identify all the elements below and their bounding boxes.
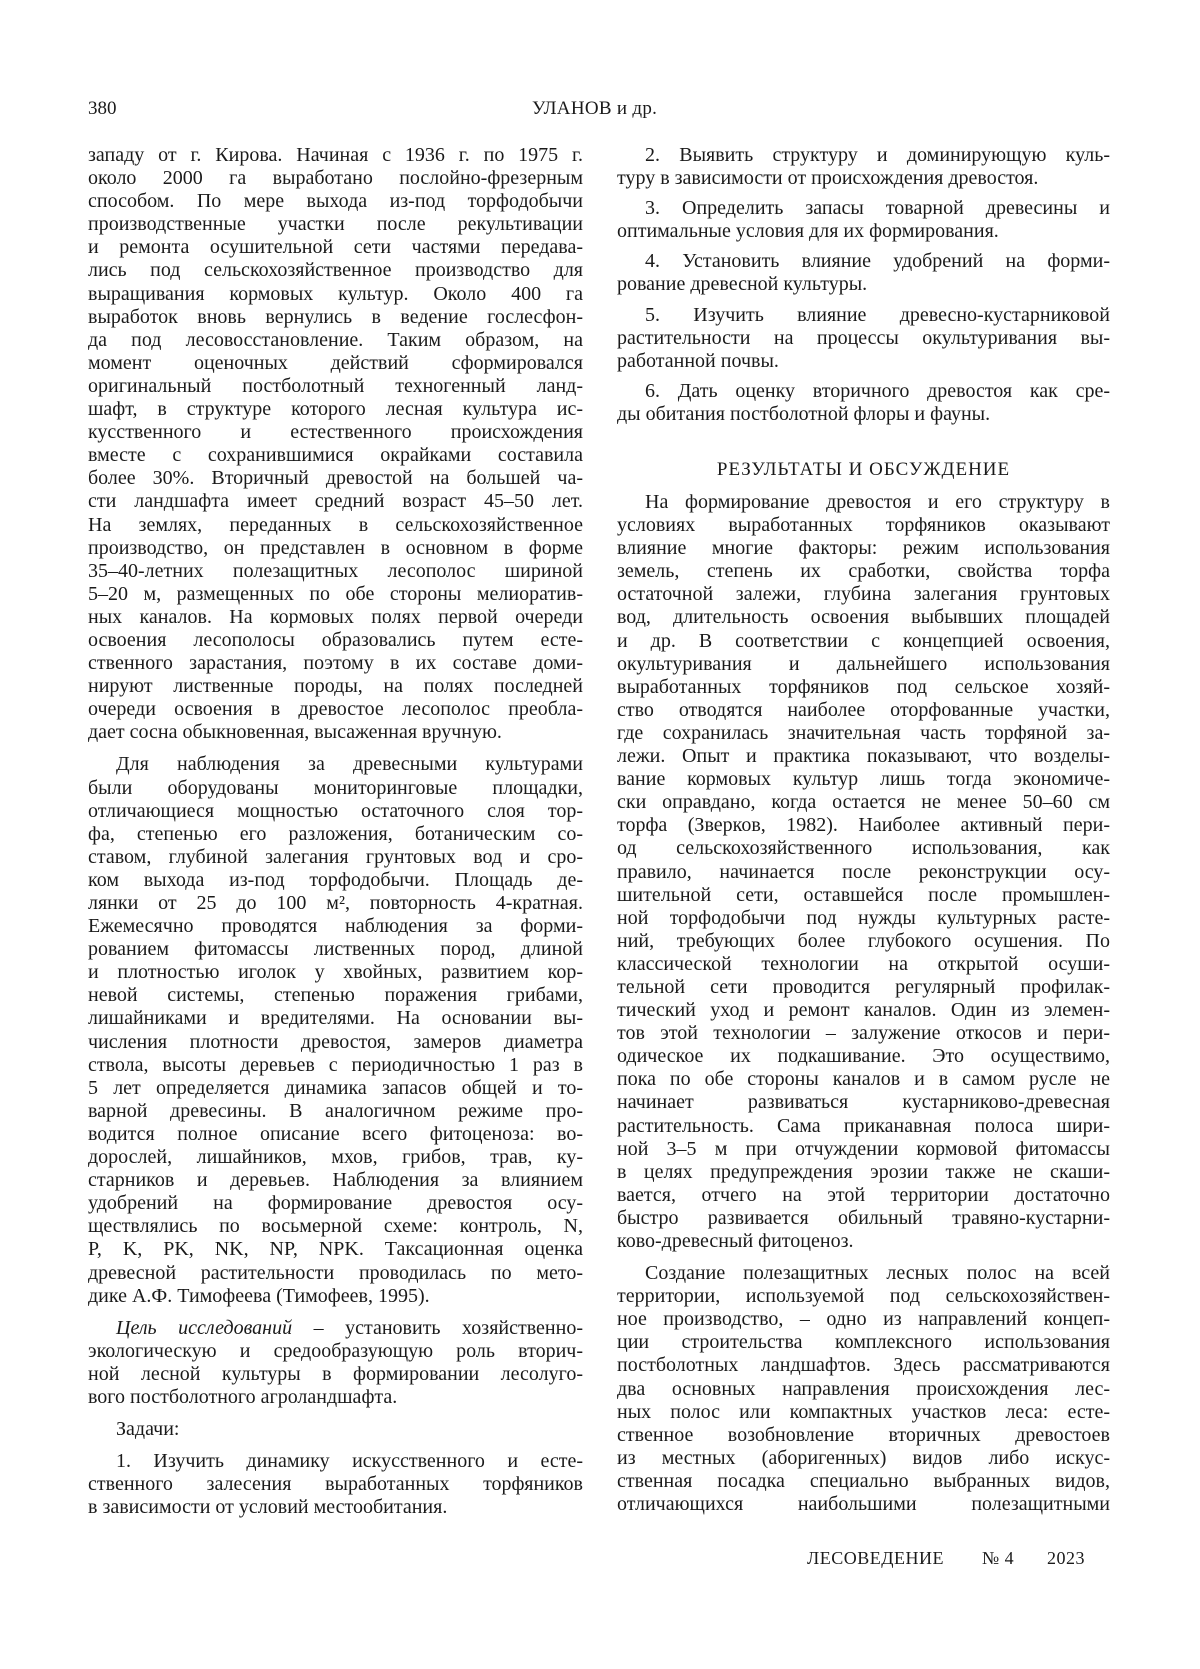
text-line: фа, степенью его разложения, ботаническим со- [88, 823, 583, 846]
text-line: отличающихся наибольшими полезащитными [617, 1493, 1110, 1516]
text-line: нируют лиственные породы, на полях последней [88, 675, 583, 698]
paragraph [617, 1262, 1110, 1516]
text-line: отличающиеся мощностью остаточного слоя тор- [88, 800, 583, 823]
text-line: шительной сети, оставшейся после промышлен- [617, 884, 1110, 907]
text-line: территории, используемой под сельскохозяйствен- [617, 1285, 1110, 1308]
text-line: древесной растительности проводилась по мето- [88, 1262, 583, 1285]
right-column-task-list [617, 144, 1110, 433]
text-line: западу от г. Кирова. Начиная с 1936 г. по 1975 г. [88, 144, 583, 167]
text-line: были оборудованы мониторинговые площадки, [88, 777, 583, 800]
paragraph [88, 1450, 583, 1519]
paragraph [88, 1317, 583, 1409]
text-line: оригинальный постболотный техногенный ланд- [88, 375, 583, 398]
text-line: растительность. Сама приканавная полоса шири- [617, 1115, 1110, 1138]
text-line: тов этой технологии – залужение откосов и пери- [617, 1022, 1110, 1045]
text-line: 35–40-летних полезащитных лесополос шириной [88, 560, 583, 583]
text-line: шафт, в структуре которого лесная культура ис- [88, 398, 583, 421]
text-line: вание кормовых культур лишь тогда экономиче- [617, 768, 1110, 791]
text-line: выращивания кормовых культур. Около 400 га [88, 283, 583, 306]
text-line: быстро развивается обильный травяно-кустарни- [617, 1207, 1110, 1230]
text-line: в зависимости от условий местообитания. [88, 1496, 583, 1519]
text-line: и ремонта осушительной сети частями передава- [88, 236, 583, 259]
text-line: сти ландшафта имеет средний возраст 45–50 лет. [88, 490, 583, 513]
text-line: одическое их подкашивание. Это осуществимо, [617, 1045, 1110, 1068]
text-line: два основных направления происхождения лес- [617, 1378, 1110, 1401]
text-line: удобрений на формирование древостоя осу- [88, 1192, 583, 1215]
text-line: около 2000 га выработано послойно-фрезерным [88, 167, 583, 190]
text-line: способом. По мере выхода из-под торфодобычи [88, 190, 583, 213]
text-line: ний, требующих более глубокого осушения. По [617, 930, 1110, 953]
text-line: момент оценочных действий сформировался [88, 352, 583, 375]
paragraph [88, 1418, 583, 1441]
text-line: выработанных торфяников под сельское хозяй- [617, 676, 1110, 699]
text-line: из местных (аборигенных) видов либо искус- [617, 1447, 1110, 1470]
text-line: окультуривания и дальнейшего использования [617, 653, 1110, 676]
italic-lead-text: Цель исследований [116, 1317, 292, 1339]
text-line: растительности на процессы окультуривания вы- [617, 327, 1110, 350]
text-line: На формирование древостоя и его структуру в [617, 491, 1110, 514]
text-line: 4. Установить влияние удобрений на форми- [617, 250, 1110, 273]
paragraph [617, 380, 1110, 426]
text-line: где сохранилась значительная часть торфяной за- [617, 722, 1110, 745]
text-line: торфа (Зверков, 1982). Наиболее активный пери- [617, 814, 1110, 837]
text-line: числения плотности древостоя, замеров диаметра [88, 1031, 583, 1054]
text-line: ное производство, – одно из направлений концеп- [617, 1308, 1110, 1331]
text-line: дике А.Ф. Тимофеева (Тимофеев, 1995). [88, 1285, 583, 1308]
text-line: дает сосна обыкновенная, высаженная вручную. [88, 721, 583, 744]
text-line: тельной сети проводится регулярный профилак- [617, 976, 1110, 999]
text-line: рованием фитомассы лиственных пород, длиной [88, 938, 583, 961]
text-line: и плотностью иголок у хвойных, развитием кор- [88, 961, 583, 984]
text-line: тический уход и ремонт каналов. Один из элемен- [617, 999, 1110, 1022]
section-heading: РЕЗУЛЬТАТЫ И ОБСУЖДЕНИЕ [617, 458, 1110, 482]
paragraph [617, 197, 1110, 243]
text-line: классической технологии на открытой осуши- [617, 953, 1110, 976]
text-line [88, 1317, 583, 1340]
text-line: ной 3–5 м при отчуждении кормовой фитомассы [617, 1138, 1110, 1161]
text-line: 5 лет определяется динамика запасов общей и то- [88, 1077, 583, 1100]
text-line: дорослей, лишайников, мхов, грибов, трав, ку- [88, 1146, 583, 1169]
text-line: 5–20 м, размещенных по обе стороны мелиоратив- [88, 583, 583, 606]
text-line: ных полос или компактных участков леса: есте- [617, 1401, 1110, 1424]
text-line: земель, степень их сработки, свойства торфа [617, 560, 1110, 583]
page-number: 380 [88, 97, 117, 121]
text-line: ственная посадка специально выбранных видов, [617, 1470, 1110, 1493]
text-line: рование древесной культуры. [617, 273, 1110, 296]
text-line: Задачи: [88, 1418, 583, 1441]
text-line: начинает развиваться кустарниково-древесная [617, 1091, 1110, 1114]
text-line: кусственного и естественного происхождения [88, 421, 583, 444]
text-line: вого постболотного агроландшафта. [88, 1386, 583, 1409]
text-line: ственного зарастания, поэтому в их составе доми- [88, 652, 583, 675]
text-line: На землях, переданных в сельскохозяйственное [88, 514, 583, 537]
paragraph [88, 753, 583, 1307]
text-line: ставом, глубиной залегания грунтовых вод и сро- [88, 846, 583, 869]
right-column-results [617, 491, 1110, 1525]
text-line: ственное возобновление вторичных древостоев [617, 1424, 1110, 1447]
text-line: постболотных ландшафтов. Здесь рассматриваются [617, 1354, 1110, 1377]
text-line: Ежемесячно проводятся наблюдения за форми- [88, 915, 583, 938]
text-line: ществлялись по восьмерной схеме: контроль, N, [88, 1215, 583, 1238]
text-line: од сельскохозяйственного использования, как [617, 837, 1110, 860]
text-line: лись под сельскохозяйственное производство для [88, 259, 583, 282]
text-line: старников и деревьев. Наблюдения за влиянием [88, 1169, 583, 1192]
text-line: ково-древесный фитоценоз. [617, 1230, 1110, 1253]
text-line: ствола, высоты деревьев с периодичностью 1 раз в [88, 1054, 583, 1077]
text-line: освоения лесополосы образовались путем есте- [88, 629, 583, 652]
footer-issue-number: № 4 [982, 1546, 1014, 1570]
text-line: в целях предупреждения эрозии также не скаши- [617, 1161, 1110, 1184]
text-line: лянки от 25 до 100 м², повторность 4-кратная. [88, 892, 583, 915]
text-line: водится полное описание всего фитоценоза: во- [88, 1123, 583, 1146]
text-line: P, K, PK, NK, NP, NPK. Таксационная оценка [88, 1238, 583, 1261]
text-line: более 30%. Вторичный древостой на большей ча- [88, 467, 583, 490]
text-line: Создание полезащитных лесных полос на всей [617, 1262, 1110, 1285]
running-title: УЛАНОВ и др. [532, 97, 657, 121]
text-line: ски оправдано, когда остается не менее 50–60 см [617, 791, 1110, 814]
paragraph [617, 304, 1110, 373]
text-line: ции строительства комплексного использования [617, 1331, 1110, 1354]
text-line: ство отводятся наиболее оторфованные участки, [617, 699, 1110, 722]
text-line: и др. В соответствии с концепцией освоения, [617, 630, 1110, 653]
text-line: ных каналов. На кормовых полях первой очереди [88, 606, 583, 629]
text-line: остаточной залежи, глубина залегания грунтовых [617, 583, 1110, 606]
text-line: выработок вновь вернулись в ведение гослесфон- [88, 306, 583, 329]
paragraph [88, 144, 583, 744]
text-line: условиях выработанных торфяников оказывают [617, 514, 1110, 537]
text-line: вается, отчего на этой территории достаточно [617, 1184, 1110, 1207]
text-line: очереди освоения в древостое лесополос преобла- [88, 698, 583, 721]
text-line: 6. Дать оценку вторичного древостоя как сре- [617, 380, 1110, 403]
text-line: туру в зависимости от происхождения древостоя. [617, 167, 1110, 190]
text-line: вод, длительность освоения выбывших площадей [617, 606, 1110, 629]
left-column [88, 144, 583, 1528]
text-line: лежи. Опыт и практика показывают, что возделы- [617, 745, 1110, 768]
text-line: 5. Изучить влияние древесно-кустарниковой [617, 304, 1110, 327]
text-line: ной торфодобычи под нужды культурных расте- [617, 907, 1110, 930]
text-line: производственные участки после рекультивации [88, 213, 583, 236]
text-line: 2. Выявить структуру и доминирующую куль- [617, 144, 1110, 167]
text-line: пока по обе стороны каналов и в самом русле не [617, 1068, 1110, 1091]
text-line: оптимальные условия для их формирования. [617, 220, 1110, 243]
line-text: – установить хозяйственно- [292, 1317, 583, 1339]
paragraph [617, 491, 1110, 1253]
text-line: правило, начинается после реконструкции осу- [617, 861, 1110, 884]
footer-year: 2023 [1047, 1546, 1085, 1570]
text-line: ком выхода из-под торфодобычи. Площадь де- [88, 869, 583, 892]
text-line: производство, он представлен в основном в форме [88, 537, 583, 560]
text-line: 3. Определить запасы товарной древесины и [617, 197, 1110, 220]
text-line: работанной почвы. [617, 350, 1110, 373]
text-line: невой системы, степенью поражения грибами, [88, 984, 583, 1007]
text-line: да под лесовосстановление. Таким образом, на [88, 329, 583, 352]
text-line: 1. Изучить динамику искусственного и есте- [88, 1450, 583, 1473]
text-line: ственного залесения выработанных торфяников [88, 1473, 583, 1496]
text-line: экологическую и средообразующую роль вторич- [88, 1340, 583, 1363]
text-line: лишайниками и вредителями. На основании вы- [88, 1007, 583, 1030]
text-line: Для наблюдения за древесными культурами [88, 753, 583, 776]
text-line: ной лесной культуры в формировании лесолуго- [88, 1363, 583, 1386]
text-line: варной древесины. В аналогичном режиме про- [88, 1100, 583, 1123]
text-line: влияние многие факторы: режим использования [617, 537, 1110, 560]
text-line: ды обитания постболотной флоры и фауны. [617, 403, 1110, 426]
footer-journal-name: ЛЕСОВЕДЕНИЕ [807, 1546, 944, 1570]
paragraph [617, 144, 1110, 190]
paragraph [617, 250, 1110, 296]
text-line: вместе с сохранившимися окрайками составила [88, 444, 583, 467]
